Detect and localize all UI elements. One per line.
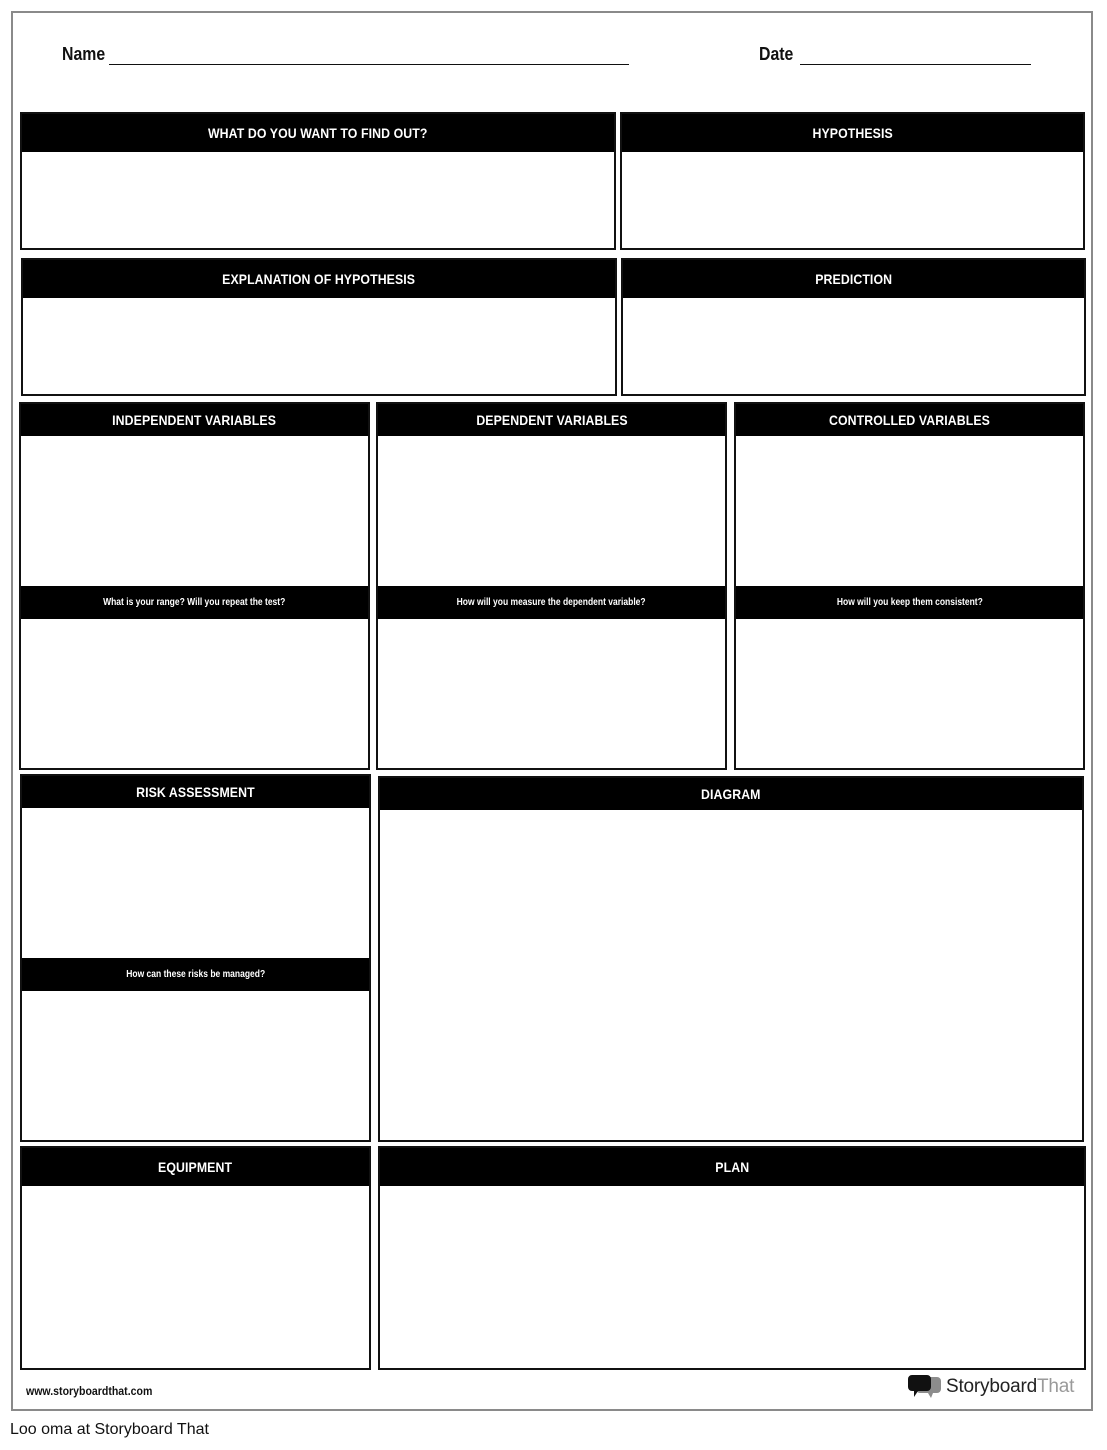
prediction-header: PREDICTION: [623, 260, 1084, 298]
hypothesis-box[interactable]: [620, 112, 1085, 250]
prediction-box[interactable]: [621, 258, 1086, 396]
date-line[interactable]: [800, 64, 1031, 65]
storyboardthat-logo[interactable]: [908, 1374, 1074, 1400]
explanation-box[interactable]: [21, 258, 617, 396]
explanation-header: EXPLANATION OF HYPOTHESIS: [23, 260, 615, 298]
controlled-variables-header: CONTROLLED VARIABLES: [736, 404, 1083, 436]
dependent-variables-header: DEPENDENT VARIABLES: [378, 404, 725, 436]
date-label: Date: [759, 44, 794, 64]
independent-variables-header: INDEPENDENT VARIABLES: [21, 404, 368, 436]
logo-light-text: That: [1036, 1376, 1075, 1397]
controlled-variables-box[interactable]: [734, 402, 1085, 770]
plan-box[interactable]: [378, 1146, 1086, 1370]
speech-bubbles-icon: [908, 1374, 942, 1400]
caption-text: Loo oma at Storyboard That: [10, 1421, 209, 1438]
equipment-box[interactable]: [20, 1146, 371, 1370]
hypothesis-header: HYPOTHESIS: [622, 114, 1083, 152]
equipment-header: EQUIPMENT: [22, 1148, 369, 1186]
risk-assessment-box[interactable]: [20, 774, 371, 1142]
dependent-variables-box[interactable]: [376, 402, 727, 770]
controlled-question: How will you keep them consistent?: [736, 586, 1083, 619]
find-out-header: WHAT DO YOU WANT TO FIND OUT?: [22, 114, 614, 152]
name-label: Name: [62, 44, 106, 64]
diagram-header: DIAGRAM: [380, 778, 1082, 810]
logo-main-text: Storyboard: [946, 1376, 1037, 1397]
independent-variables-box[interactable]: [19, 402, 370, 770]
risk-question: How can these risks be managed?: [22, 958, 369, 991]
plan-header: PLAN: [380, 1148, 1084, 1186]
name-line[interactable]: [109, 64, 629, 65]
independent-question: What is your range? Will you repeat the test?: [21, 586, 368, 619]
diagram-box[interactable]: [378, 776, 1084, 1142]
risk-assessment-header: RISK ASSESSMENT: [22, 776, 369, 808]
find-out-box[interactable]: [20, 112, 616, 250]
dependent-question: How will you measure the dependent variable?: [378, 586, 725, 619]
footer-url[interactable]: www.storyboardthat.com: [26, 1384, 153, 1398]
